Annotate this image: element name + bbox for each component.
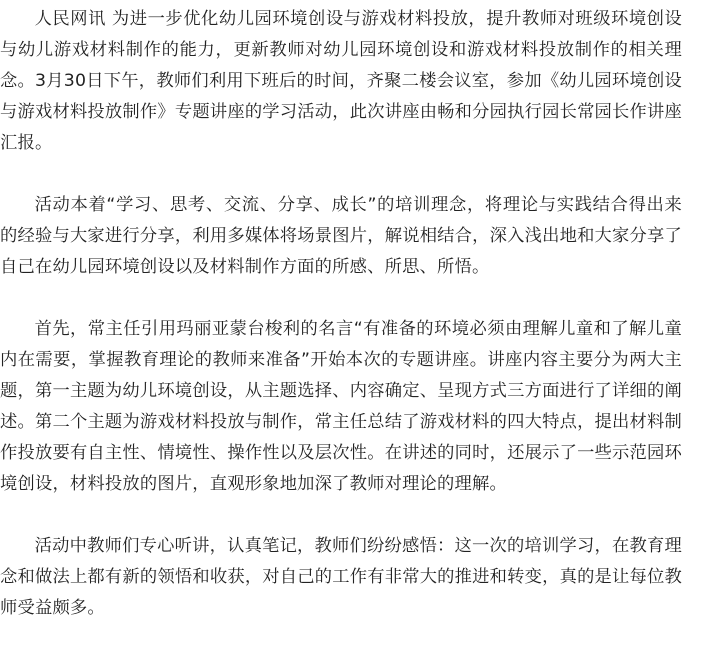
paragraph-lecture-content: 首先，常主任引用玛丽亚蒙台梭利的名言“有准备的环境必须由理解儿童和了解儿童内在需要，掌握教育理论的教师来准备”开始本次的专题讲座。讲座内容主要分为两大主题，第一主题为幼儿环境创设，从主题选择、内容确定、呈现方式三方面进行了详细的阐述。第二个主题为游戏材料投放与制作，常主任总结了游戏材料的四大特点，提出材料制作投放要有自主性、情境性、操作性以及层次性。在讲述的同时，还展示了一些示范园环境创设，材料投放的图片，直观形象地加深了教师对理论的理解。 [0, 319, 682, 494]
paragraph-conclusion: 活动中教师们专心听讲，认真笔记，教师们纷纷感悟：这一次的培训学习，在教育理念和做法上都有新的领悟和收获，对自己的工作有非常大的推进和转变，真的是让每位教师受益颇多。 [0, 536, 682, 618]
paragraph-activity-concept: 活动本着“学习、思考、交流、分享、成长”的培训理念，将理论与实践结合得出来的经验与大家进行分享，利用多媒体将场景图片，解说相结合，深入浅出地和大家分享了自己在幼儿园环境创设以及材料制作方面的所感、所思、所悟。 [0, 195, 682, 277]
paragraph-intro: 人民网讯 为进一步优化幼儿园环境创设与游戏材料投放，提升教师对班级环境创设与幼儿游戏材料制作的能力，更新教师对幼儿园环境创设和游戏材料投放制作的相关理念。3月30日下午，教师们利用下班后的时间，齐聚二楼会议室，参加《幼儿园环境创设与游戏材料投放制作》专题讲座的学习活动，此次讲座由畅和分园执行园长常园长作讲座汇报。 [0, 9, 682, 153]
